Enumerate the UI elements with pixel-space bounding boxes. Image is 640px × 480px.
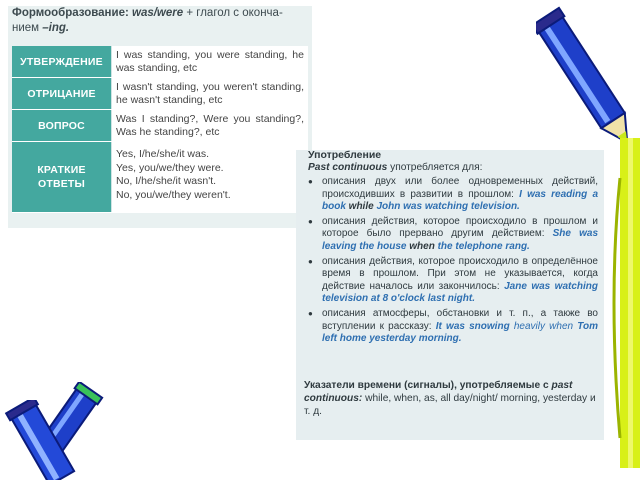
crayon-icon xyxy=(606,138,640,468)
short-answer-line: Yes, you/we/they were. xyxy=(116,161,224,174)
title-middle: + глагол с оконча- xyxy=(186,7,283,19)
example-part: the telephone rang. xyxy=(437,240,530,252)
time-signals xyxy=(304,380,598,418)
formation-table xyxy=(12,46,308,213)
short-answer-line: No, you/we/they weren't. xyxy=(116,188,231,201)
list-item xyxy=(308,176,598,214)
example-part: heavily when xyxy=(513,320,574,332)
signals-heading: Указатели времени (сигналы), употребляемые с xyxy=(304,380,549,391)
example-connector: when xyxy=(409,240,435,252)
usage-card xyxy=(296,150,604,440)
title-verbs: was/were xyxy=(132,7,184,19)
label-question: ВОПРОС xyxy=(12,110,111,141)
label-short-answers xyxy=(12,142,111,212)
usage-list xyxy=(308,176,598,348)
list-item xyxy=(308,308,598,346)
value-affirmative: I was standing, you were standing, he was standing, etc xyxy=(111,46,308,77)
value-question: Was I standing?, Were you standing?, Was he standing?, etc xyxy=(111,110,308,141)
example-part: at 8 o'clock last night. xyxy=(370,293,475,305)
table-row-question xyxy=(12,110,308,142)
table-row-negative xyxy=(12,78,308,110)
signals-tense: past continuous: xyxy=(304,380,573,404)
example-part: It was snowing xyxy=(435,320,510,332)
title-ending: –ing. xyxy=(42,22,70,34)
short-answer-line: No, I/he/she/it wasn't. xyxy=(116,175,217,187)
bullet-text: описания действия, которое происходило в прошлом и которое было прервано другим действием: xyxy=(322,215,598,240)
table-row-short-answers xyxy=(12,142,308,213)
label-short-line2: ОТВЕТЫ xyxy=(37,178,86,190)
title-line2: нием xyxy=(12,22,40,34)
list-item xyxy=(308,256,598,306)
short-answer-line: Yes, I/he/she/it was. xyxy=(116,148,209,160)
signals-list: while, when, as, all day/night/ morning, yesterday и т. д. xyxy=(304,392,596,417)
usage-intro xyxy=(308,161,598,174)
example-part: I was reading a book xyxy=(322,188,599,213)
example-part: She was leaving the house xyxy=(322,228,599,252)
label-negative: ОТРИЦАНИЕ xyxy=(12,78,111,109)
label-short-line1: КРАТКИЕ xyxy=(37,164,86,176)
bullet-text: описания двух или более одновременных действий, происходивших в развитии в прошлом: xyxy=(322,176,598,200)
value-negative: I wasn't standing, you weren't standing, he wasn't standing, etc xyxy=(111,78,308,109)
example-part: Tom left home yesterday morning. xyxy=(322,320,599,345)
usage-heading: Употребление xyxy=(308,149,382,161)
bullet-text: описания атмосферы, обстановки и т. п., а также во вступлении к рассказу: xyxy=(322,307,598,332)
usage-intro-text: употребляется для: xyxy=(390,162,483,173)
pencil-icon xyxy=(0,400,80,480)
table-row-affirmative xyxy=(12,46,308,78)
formation-title xyxy=(12,6,308,36)
bullet-text: описания действия, которое происходило в определённое время в прошлом. При этом не указывается, когда действие началось или закончилось: xyxy=(322,255,598,292)
example-connector: while xyxy=(348,201,374,213)
example-part: John was watching television. xyxy=(376,201,520,213)
list-item xyxy=(308,216,598,254)
example-part: Jane was watching television xyxy=(322,280,599,305)
usage-tense: Past continuous xyxy=(308,162,388,173)
label-affirmative: УТВЕРЖДЕНИЕ xyxy=(12,46,111,77)
title-prefix: Формообразование: xyxy=(12,7,129,19)
value-short-answers xyxy=(111,142,308,212)
